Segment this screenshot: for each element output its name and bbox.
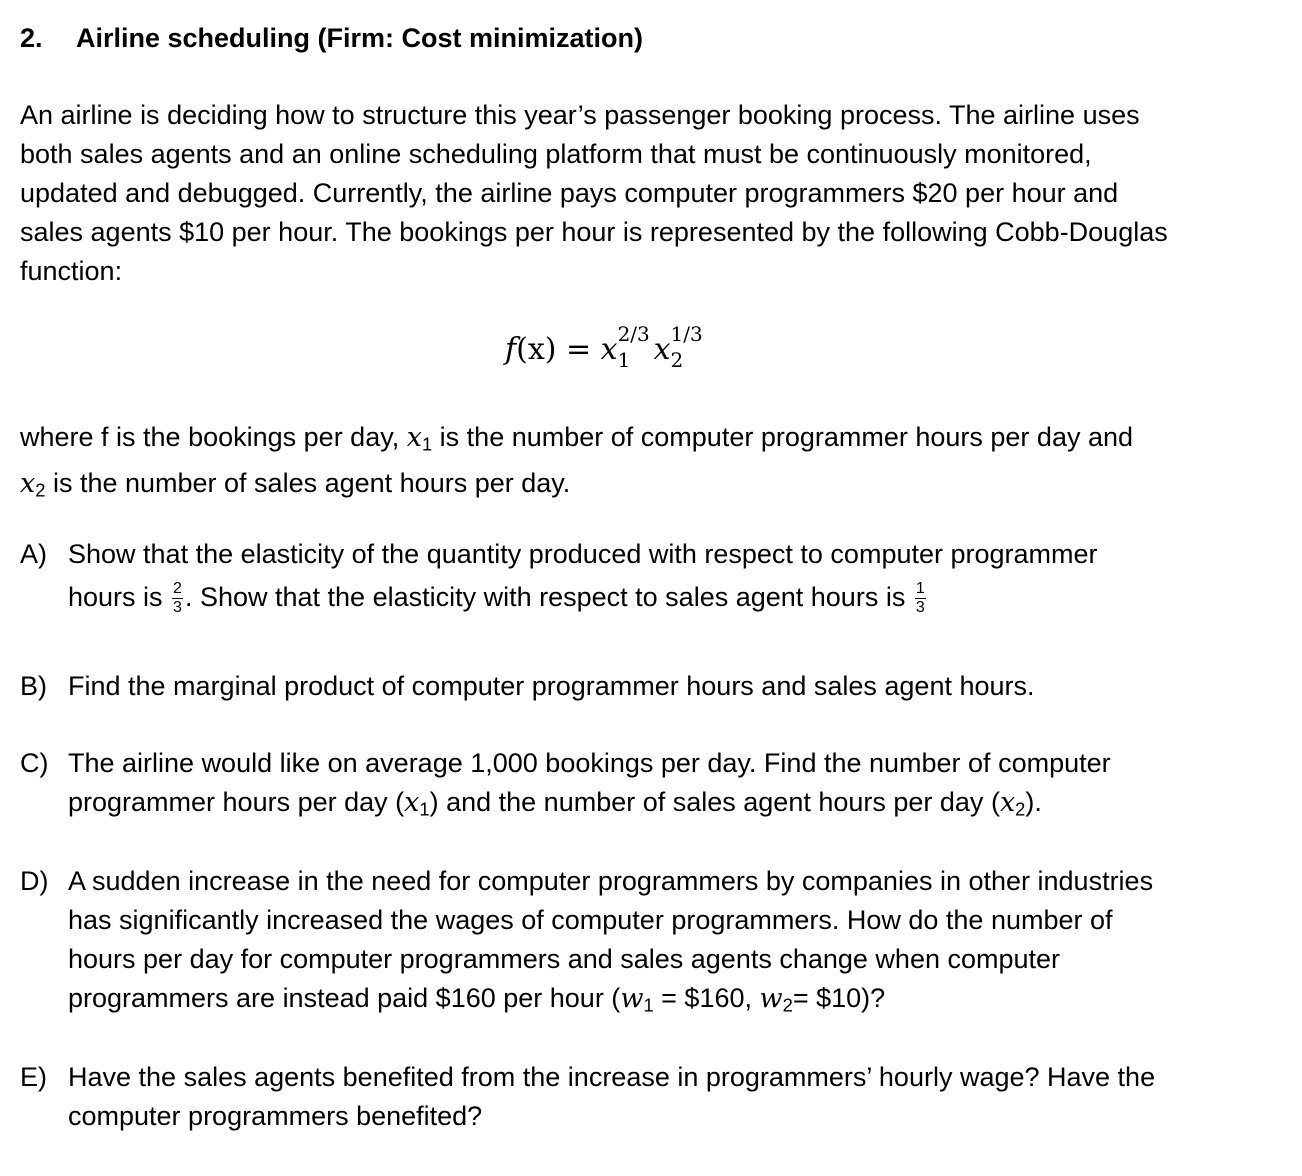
question-line: Find the marginal product of computer programmer hours and sales agent hours. <box>68 671 1035 701</box>
question-d <box>20 862 1290 1025</box>
question-marker: D) <box>20 866 49 896</box>
problem-heading <box>20 18 643 58</box>
w2-subscript: 2 <box>782 994 793 1016</box>
question-marker: B) <box>20 671 47 701</box>
question-text: ). <box>1025 787 1042 817</box>
question-line <box>68 783 1290 829</box>
x1-subscript: 1 <box>421 433 433 455</box>
question-text: . Show that the elasticity with respect to sales agent hours is <box>184 582 913 612</box>
question-c <box>20 744 1290 829</box>
w1-subscript: 1 <box>643 994 654 1016</box>
x2-symbol: x <box>20 467 36 499</box>
intro-line: function: <box>20 256 123 286</box>
formula-var1: x <box>600 332 618 367</box>
question-text: programmers are instead paid $160 per hour ( <box>68 983 621 1013</box>
intro-paragraph <box>20 96 1285 291</box>
x2-subscript: 2 <box>1015 798 1026 820</box>
cobb-douglas-formula <box>505 322 711 372</box>
question-marker: A) <box>20 539 47 569</box>
formula-sub1: 1 <box>617 348 631 372</box>
x2-symbol: x <box>999 787 1016 818</box>
fraction-one-third <box>915 580 926 617</box>
where-line-2 <box>20 464 1285 510</box>
intro-line: sales agents $10 per hour. The bookings per hour is represented by the following Cobb-Douglas <box>20 217 1168 247</box>
problem-title: Airline scheduling (Firm: Cost minimization) <box>76 23 644 53</box>
question-text: = $10)? <box>792 983 886 1013</box>
question-line: has significantly increased the wages of computer programmers. How do the number of <box>68 905 1113 935</box>
question-line: hours per day for computer programmers and sales agents change when computer <box>68 944 1061 974</box>
where-line-1 <box>20 418 1285 464</box>
question-line: The airline would like on average 1,000 bookings per day. Find the number of computer <box>68 748 1111 778</box>
w2-symbol: w <box>759 983 783 1014</box>
question-marker: E) <box>20 1062 47 1092</box>
where-text: is the number of computer programmer hours per day and <box>432 422 1134 452</box>
formula-equals: = <box>556 332 601 367</box>
formula-var2: x <box>653 332 671 367</box>
fraction-two-thirds <box>172 580 183 617</box>
w1-symbol: w <box>620 983 644 1014</box>
question-a <box>20 535 1290 617</box>
fraction-denominator: 3 <box>915 599 925 617</box>
x1-symbol: x <box>406 422 422 453</box>
fraction-numerator: 2 <box>173 580 182 598</box>
question-b <box>20 667 1290 706</box>
question-line <box>68 578 1290 617</box>
question-text: = $160, <box>653 983 760 1013</box>
formula-var2-scripts <box>670 322 711 372</box>
question-e <box>20 1058 1290 1136</box>
intro-line: updated and debugged. Currently, the airline pays computer programmers $20 per hour and <box>20 178 1119 208</box>
question-text: hours is <box>68 582 171 612</box>
formula-sub2: 2 <box>670 348 684 372</box>
question-line <box>68 979 1290 1025</box>
formula-exp2: 1/3 <box>670 322 703 346</box>
question-text: ) and the number of sales agent hours per day ( <box>429 787 1000 817</box>
question-line: A sudden increase in the need for computer programmers by companies in other industries <box>68 866 1154 896</box>
fraction-numerator: 1 <box>915 580 925 598</box>
question-line: Show that the elasticity of the quantity produced with respect to computer programmer <box>68 539 1098 569</box>
question-line: computer programmers benefited? <box>68 1101 483 1131</box>
x1-subscript: 1 <box>419 798 430 820</box>
formula-var1-scripts <box>617 322 654 372</box>
x2-subscript: 2 <box>35 479 46 501</box>
question-line: Have the sales agents benefited from the increase in programmers’ hourly wage? Have the <box>68 1062 1156 1092</box>
formula-exp1: 2/3 <box>617 322 650 346</box>
where-text: is the number of sales agent hours per day. <box>45 467 571 498</box>
where-text: where f is the bookings per day, <box>20 422 407 452</box>
formula-lhs: f <box>505 332 517 367</box>
formula-arg: (x) <box>516 332 557 367</box>
question-text: programmer hours per day ( <box>68 787 405 817</box>
question-marker: C) <box>20 748 49 778</box>
intro-line: both sales agents and an online scheduling platform that must be continuously monitored, <box>20 139 1092 169</box>
where-paragraph <box>20 418 1285 509</box>
x1-symbol: x <box>404 787 420 818</box>
intro-line: An airline is deciding how to structure this year’s passenger booking process. The airline uses <box>20 100 1140 130</box>
fraction-denominator: 3 <box>173 599 182 617</box>
problem-number: 2. <box>20 23 43 53</box>
